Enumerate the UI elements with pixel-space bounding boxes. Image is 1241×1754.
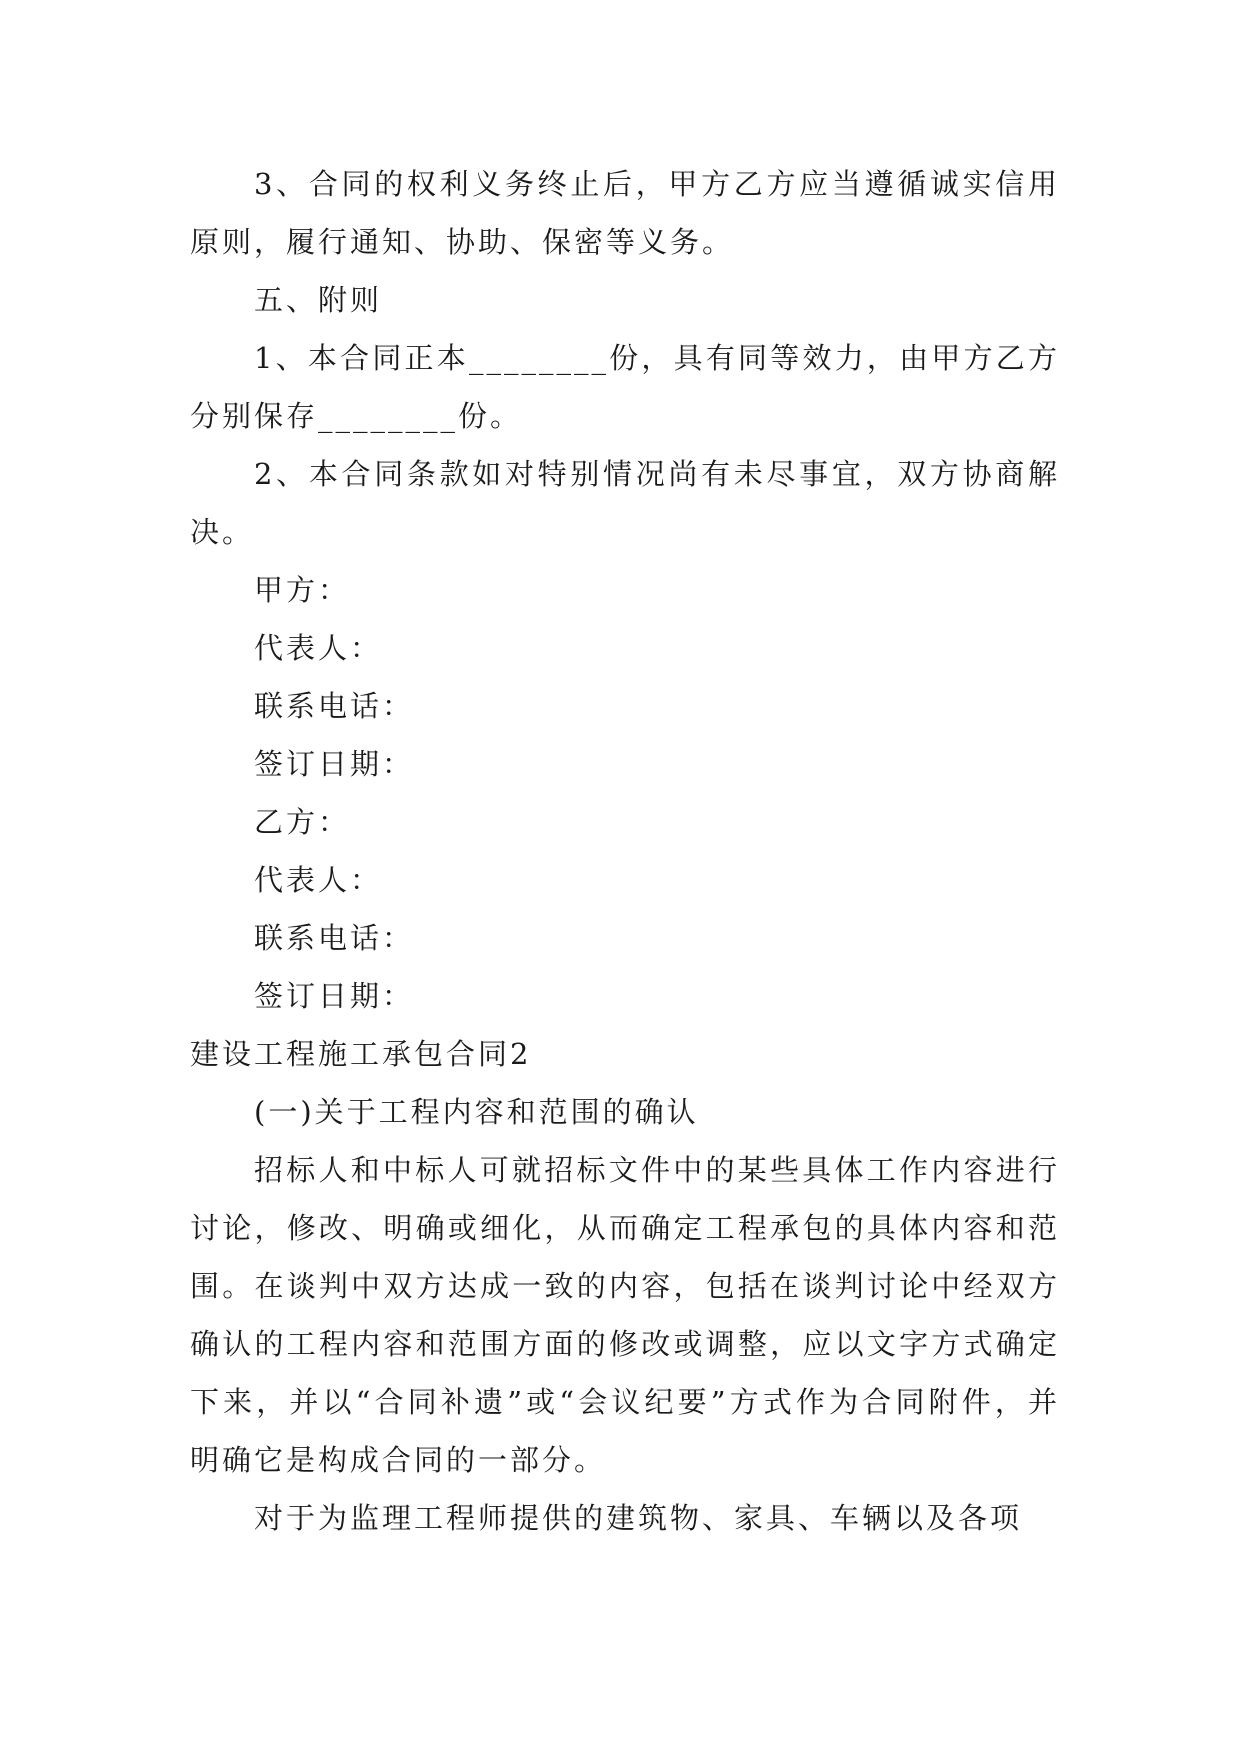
party-a-phone-label: 联系电话： [254,689,415,723]
party-a-date-label: 签订日期： [254,747,415,781]
section-heading-appendix: 五、附则 [254,283,383,317]
appendix-clause-2: 2、本合同条款如对特别情况尚有未尽事宜，双方协商解决。 [190,457,1060,549]
section-heading-scope-confirmation: (一)关于工程内容和范围的确认 [254,1095,699,1129]
scope-confirmation-paragraph: 招标人和中标人可就招标文件中的某些具体工作内容进行讨论，修改、明确或细化，从而确定工程承包的具体内容和范围。在谈判中双方达成一致的内容，包括在谈判讨论中经双方确认的工程内容和范围方面的修改或调整，应以文字方式确定下来，并以“合同补遗”或“会议纪要”方式作为合同附件，并明确它是构成合同的一部分。 [190,1153,1060,1477]
clause-3-paragraph: 3、合同的权利义务终止后，甲方乙方应当遵循诚实信用原则，履行通知、协助、保密等义务。 [190,167,1060,259]
party-b-date-label: 签订日期： [254,979,415,1013]
contract-2-title: 建设工程施工承包合同2 [190,1037,532,1071]
party-b-label: 乙方： [254,805,351,839]
party-a-label: 甲方： [254,573,351,607]
party-a-representative-label: 代表人： [254,631,383,665]
party-b-phone-label: 联系电话： [254,921,415,955]
appendix-clause-1: 1、本合同正本________份，具有同等效力，由甲方乙方分别保存________份。 [190,341,1060,433]
party-b-representative-label: 代表人： [254,863,383,897]
supervisor-provisions-paragraph: 对于为监理工程师提供的建筑物、家具、车辆以及各项 [254,1501,1023,1535]
document-body [190,155,1060,1547]
